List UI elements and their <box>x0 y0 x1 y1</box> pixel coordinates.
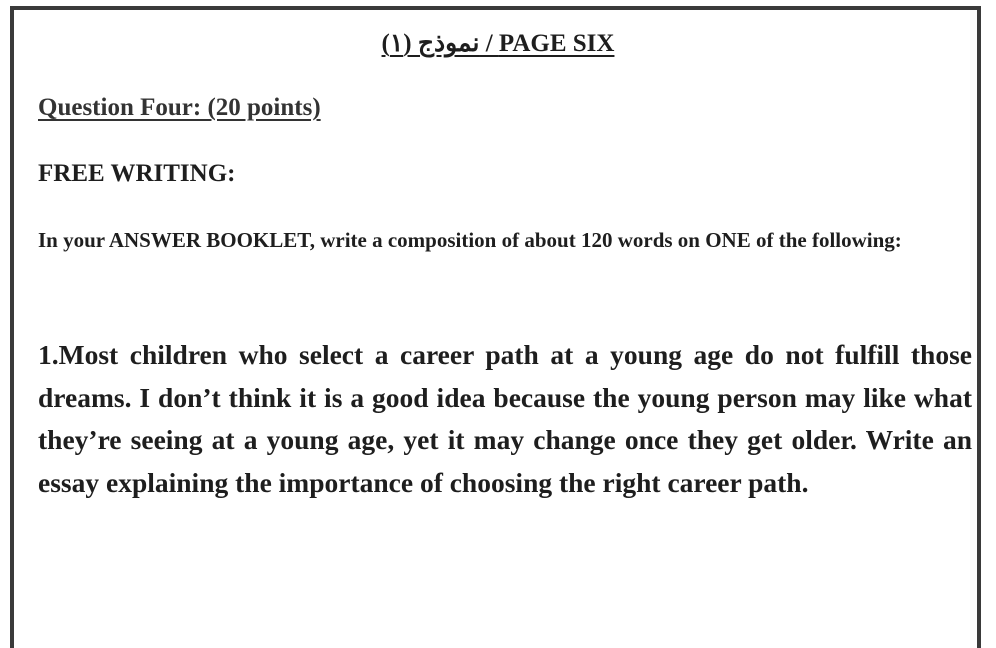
page-header <box>0 28 996 60</box>
page-header-text <box>382 30 615 57</box>
model-label-arabic: نموذج (١) <box>381 30 480 57</box>
question-title: Question Four: (20 points) <box>38 94 321 121</box>
essay-prompt: 1.Most children who select a career path at a young age do not fulfill those dreams. I don’t think it is a good idea because the young person may like what they’re seeing at a young age, yet it may change once they get older. Write an essay explaining the importance of choosing the right career path. <box>38 339 972 498</box>
header-separator: / <box>479 30 499 57</box>
instruction-text: In your ANSWER BOOKLET, write a composition of about 120 words on ONE of the following: <box>38 228 902 252</box>
section-title: FREE WRITING: <box>38 160 236 187</box>
page-number-label: PAGE SIX <box>498 30 615 57</box>
